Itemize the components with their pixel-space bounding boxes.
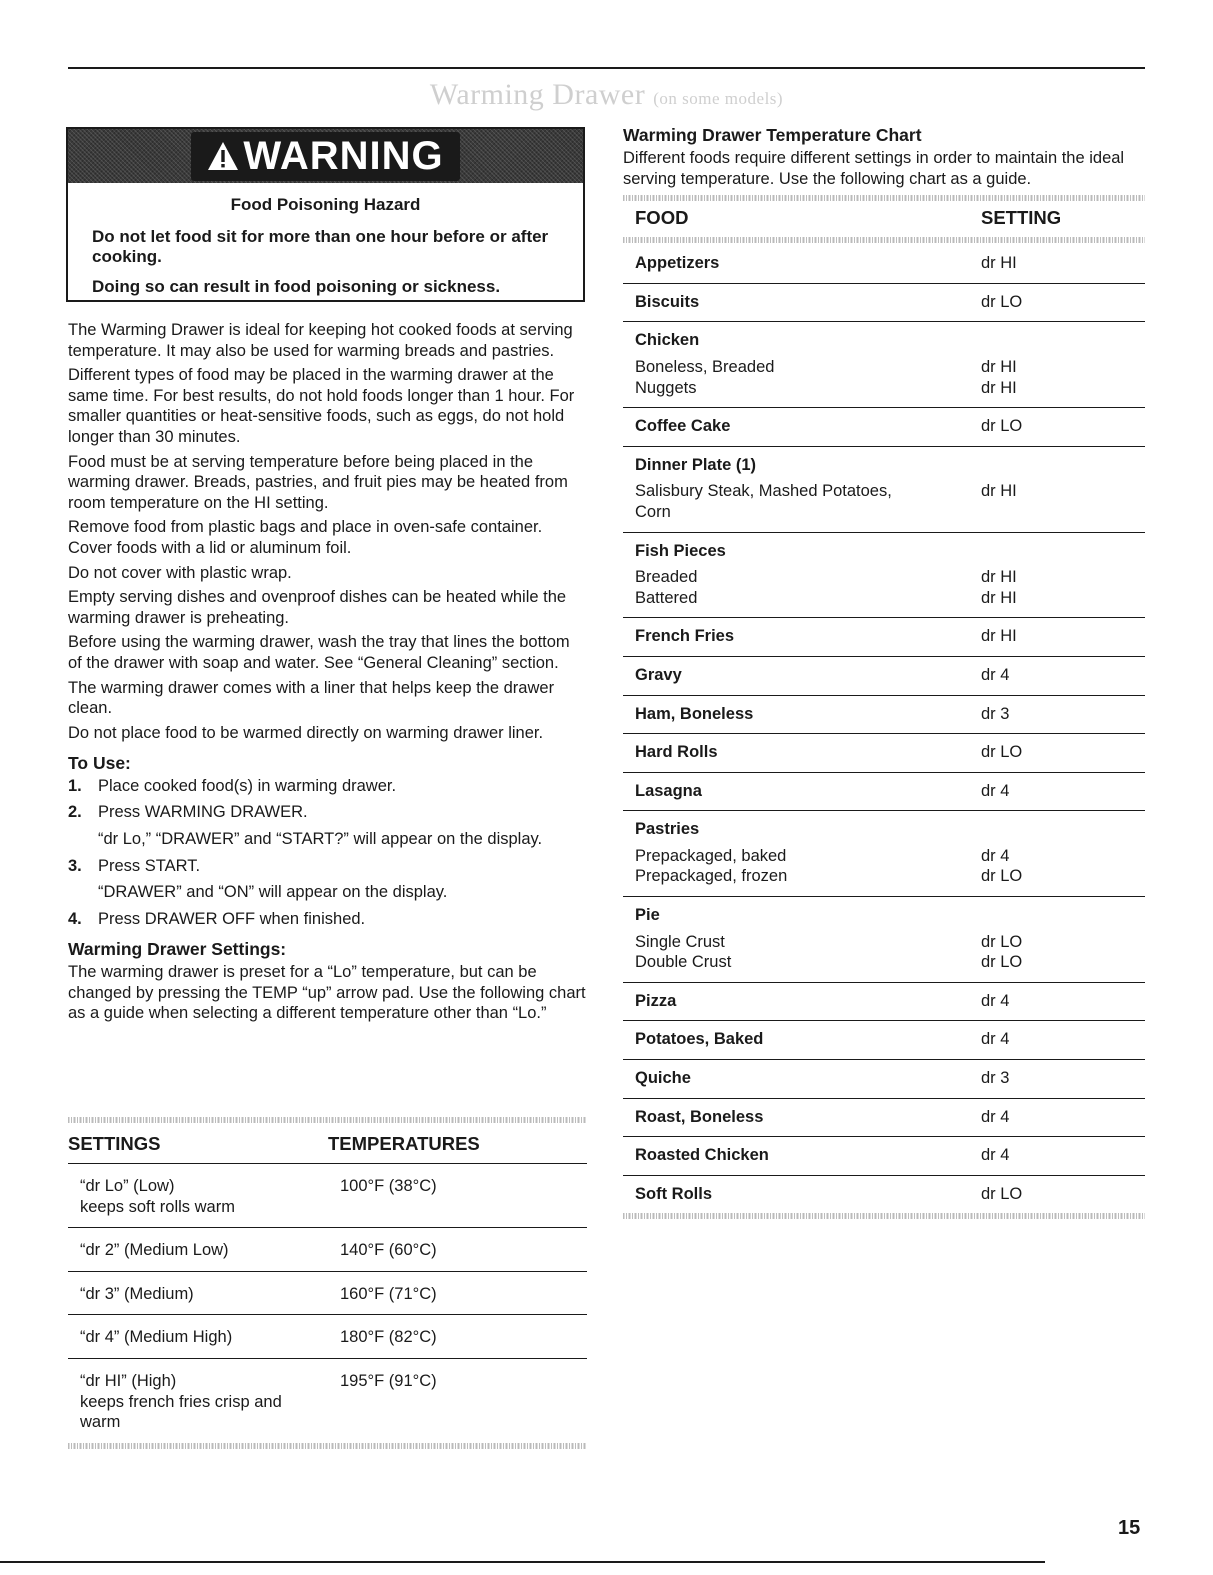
setting-note: keeps soft rolls warm: [80, 1197, 235, 1216]
chart-intro: Different foods require different settings in order to maintain the ideal serving temperature. Use the following chart as a guide.: [623, 149, 1125, 188]
food-name: Pastries: [635, 820, 700, 839]
food-setting: dr HI: [981, 627, 1017, 646]
step-item: [68, 909, 588, 930]
page-title-subtitle: (on some models): [653, 89, 784, 108]
setting-name: “dr 2” (Medium Low): [80, 1241, 229, 1260]
warning-line-1: Do not let food sit for more than one hour before or after cooking.: [92, 227, 549, 266]
subitem-name: Battered: [635, 588, 698, 607]
food-name: Lasagna: [635, 781, 702, 800]
warning-hazard: Food Poisoning Hazard: [230, 195, 421, 214]
step-item: [68, 776, 588, 797]
body-paragraph: Empty serving dishes and ovenproof dishes can be heated while the warming drawer is preheating.: [68, 588, 567, 627]
food-line: [635, 541, 1145, 562]
setting-column-header: SETTING: [981, 207, 1062, 229]
table-row: [68, 1358, 587, 1443]
table-row: [623, 1136, 1145, 1175]
food-name: Coffee Cake: [635, 417, 731, 436]
step-text: Press DRAWER OFF when finished.: [98, 909, 366, 928]
setting-name: “dr Lo” (Low): [80, 1177, 175, 1195]
food-name: Chicken: [635, 331, 700, 350]
step-text-wrap: [98, 776, 396, 797]
subitem-name: Corn: [635, 502, 671, 521]
food-name: Gravy: [635, 665, 682, 684]
food-name: Roast, Boneless: [635, 1107, 764, 1126]
table-row: [623, 982, 1145, 1021]
step-text-wrap: [98, 802, 542, 849]
setting-note: keeps french fries crisp and warm: [80, 1392, 282, 1432]
step-text: Press WARMING DRAWER.: [98, 803, 308, 822]
table-row: [623, 810, 1145, 896]
warning-line-2: Doing so can result in food poisoning or sickness.: [92, 277, 501, 296]
body-paragraph: Remove food from plastic bags and place in oven-safe container. Cover foods with a lid or aluminum foil.: [68, 518, 543, 557]
temperature-cell: 195°F (91°C): [340, 1371, 437, 1390]
table-row: [623, 1175, 1145, 1214]
setting-cell: [80, 1371, 320, 1433]
temperature-cell: 100°F (38°C): [340, 1177, 437, 1195]
to-use-steps: [68, 776, 588, 930]
table-row: [623, 733, 1145, 772]
warning-label: [191, 132, 459, 181]
settings-heading: Warming Drawer Settings:: [68, 939, 287, 960]
table-row: [623, 1059, 1145, 1098]
food-line: [635, 626, 1145, 647]
body-paragraph: Different types of food may be placed in the warming drawer at the same time. For best results, do not hold foods longer than 1 hour. For smaller quantities or heat-sensitive foods, such as eggs, do not hold longer than 30 minutes.: [68, 366, 575, 446]
left-column: [68, 320, 588, 1028]
setting-cell: [80, 1176, 340, 1217]
table-row: [623, 656, 1145, 695]
food-name: Soft Rolls: [635, 1184, 712, 1203]
setting-name: “dr 3” (Medium): [80, 1284, 194, 1303]
food-line: [635, 330, 1145, 351]
food-column-header: FOOD: [635, 207, 689, 229]
subitem-setting: dr 4: [981, 846, 1010, 865]
table-row: [68, 1227, 587, 1271]
food-name: Ham, Boneless: [635, 704, 754, 723]
food-line: [635, 1029, 1145, 1050]
setting-name: “dr HI” (High): [80, 1371, 177, 1390]
food-subitem: [635, 378, 1145, 399]
subitem-name: Prepackaged, baked: [635, 846, 787, 865]
subitem-name: Double Crust: [635, 953, 732, 972]
settings-table-header: [68, 1123, 587, 1163]
food-line: [635, 742, 1145, 763]
subitem-name: Prepackaged, frozen: [635, 867, 788, 886]
food-name: Potatoes, Baked: [635, 1030, 764, 1049]
step-item: [68, 802, 588, 849]
food-line: [635, 1107, 1145, 1128]
food-line: [635, 1145, 1145, 1166]
food-name: Pizza: [635, 991, 677, 1010]
body-paragraph: Before using the warming drawer, wash the tray that lines the bottom of the drawer with soap and water. See “General Cleaning” section.: [68, 633, 570, 672]
food-line: [635, 1184, 1145, 1205]
food-setting: dr HI: [981, 254, 1017, 273]
table-row: [623, 896, 1145, 982]
food-setting: dr 4: [981, 781, 1010, 800]
food-subitem: [635, 866, 1145, 887]
subitem-name: Nuggets: [635, 378, 697, 397]
step-subtext: “DRAWER” and “ON” will appear on the display.: [98, 883, 448, 902]
food-subitem: [635, 588, 1145, 609]
subitem-setting: dr LO: [981, 867, 1023, 886]
subitem-setting: dr HI: [981, 378, 1017, 397]
table-row: [68, 1271, 587, 1315]
food-subitem: [635, 932, 1145, 953]
body-paragraph: Do not place food to be warmed directly on warming drawer liner.: [68, 723, 544, 742]
food-line: [635, 292, 1145, 313]
page-number: 15: [1118, 1517, 1141, 1539]
right-column: [623, 125, 1145, 1219]
food-setting: dr 4: [981, 991, 1010, 1010]
chart-bottom-rule: [623, 1213, 1145, 1219]
temperature-cell: 140°F (60°C): [340, 1241, 437, 1260]
subitem-setting: dr HI: [981, 482, 1017, 501]
food-setting: dr LO: [981, 292, 1023, 311]
food-subitem: [635, 502, 1145, 523]
food-subitem: [635, 481, 1145, 502]
food-subitem: [635, 357, 1145, 378]
food-name: Pie: [635, 906, 660, 925]
table-row: [623, 1098, 1145, 1137]
step-number: 4.: [68, 909, 82, 928]
food-setting: dr LO: [981, 743, 1023, 762]
table-row: [623, 243, 1145, 283]
body-paragraph: The warming drawer comes with a liner that helps keep the drawer clean.: [68, 678, 555, 718]
step-number: 1.: [68, 776, 82, 795]
food-line: [635, 1068, 1145, 1089]
step-text: Press START.: [98, 856, 201, 875]
table-bottom-rule: [68, 1443, 587, 1449]
subitem-setting: dr HI: [981, 568, 1017, 587]
table-row: [623, 617, 1145, 656]
warning-box: [66, 127, 585, 302]
food-table-header: [623, 201, 1145, 237]
food-line: [635, 991, 1145, 1012]
food-line: [635, 819, 1145, 840]
subitem-name: Salisbury Steak, Mashed Potatoes,: [635, 482, 892, 501]
food-setting: dr LO: [981, 1184, 1023, 1203]
body-paragraph: The Warming Drawer is ideal for keeping hot cooked foods at serving temperature. It may also be used for warming breads and pastries.: [68, 321, 573, 360]
table-row: [68, 1314, 587, 1358]
step-text: Place cooked food(s) in warming drawer.: [98, 776, 397, 795]
food-setting: dr 4: [981, 665, 1010, 684]
food-line: [635, 416, 1145, 437]
food-name: French Fries: [635, 627, 735, 646]
food-setting: dr 4: [981, 1146, 1010, 1165]
food-line: [635, 455, 1145, 476]
temperature-cell: 180°F (82°C): [340, 1328, 437, 1347]
table-row: [623, 695, 1145, 734]
food-subitem: [635, 952, 1145, 973]
subitem-setting: dr HI: [981, 588, 1017, 607]
body-paragraph: Do not cover with plastic wrap.: [68, 563, 292, 582]
food-name: Hard Rolls: [635, 743, 718, 762]
step-subtext: “dr Lo,” “DRAWER” and “START?” will appear on the display.: [98, 830, 543, 849]
step-text-wrap: [98, 909, 365, 930]
table-row: [623, 446, 1145, 532]
table-row: [623, 1020, 1145, 1059]
subitem-name: Single Crust: [635, 932, 725, 951]
step-item: [68, 856, 588, 903]
food-name: Dinner Plate (1): [635, 455, 757, 474]
subitem-setting: dr HI: [981, 357, 1017, 376]
food-line: [635, 781, 1145, 802]
food-name: Biscuits: [635, 292, 700, 311]
food-setting: dr 4: [981, 1030, 1010, 1049]
table-row: [623, 772, 1145, 811]
warning-triangle-icon: [207, 141, 239, 171]
food-table-body: [623, 243, 1145, 1213]
subitem-setting: dr LO: [981, 932, 1023, 951]
temperatures-column-header: TEMPERATURES: [328, 1133, 480, 1154]
food-setting: dr LO: [981, 417, 1023, 436]
food-line: [635, 704, 1145, 725]
food-name: Fish Pieces: [635, 541, 726, 560]
subitem-name: Breaded: [635, 568, 698, 587]
food-line: [635, 253, 1145, 274]
food-setting: dr 4: [981, 1107, 1010, 1126]
table-row: [623, 283, 1145, 322]
body-paragraph: Food must be at serving temperature before being placed in the warming drawer. Breads, pastries, and fruit pies may be heated from room temperature on the HI setting.: [68, 452, 568, 512]
subitem-setting: dr LO: [981, 953, 1023, 972]
page-title: [0, 78, 1213, 112]
subitem-name: Boneless, Breaded: [635, 357, 775, 376]
food-line: [635, 665, 1145, 686]
top-rule: [68, 67, 1145, 69]
settings-intro: The warming drawer is preset for a “Lo” temperature, but can be changed by pressing the TEMP “up” arrow pad. Use the following chart as a guide when selecting a different temperature other than “Lo.”: [68, 963, 586, 1023]
table-row: [623, 321, 1145, 407]
table-row: [68, 1163, 587, 1227]
food-line: [635, 905, 1145, 926]
step-number: 2.: [68, 803, 82, 822]
warning-text: WARNING: [243, 133, 444, 178]
food-setting: dr 3: [981, 704, 1010, 723]
food-name: Appetizers: [635, 254, 720, 273]
step-text-wrap: [98, 856, 447, 903]
bottom-rule: [0, 1561, 1045, 1563]
table-row: [623, 407, 1145, 446]
chart-heading: Warming Drawer Temperature Chart: [623, 125, 922, 145]
setting-name: “dr 4” (Medium High): [80, 1328, 233, 1347]
food-subitem: [635, 567, 1145, 588]
settings-column-header: SETTINGS: [68, 1133, 161, 1154]
settings-table: [68, 1117, 587, 1449]
temperature-cell: 160°F (71°C): [340, 1284, 437, 1303]
to-use-heading: To Use:: [68, 753, 131, 774]
food-name: Quiche: [635, 1069, 691, 1088]
table-row: [623, 532, 1145, 618]
food-name: Roasted Chicken: [635, 1146, 769, 1165]
food-setting: dr 3: [981, 1069, 1010, 1088]
step-number: 3.: [68, 856, 82, 875]
warning-banner: [68, 129, 583, 183]
page-title-text: Warming Drawer: [429, 78, 646, 111]
food-subitem: [635, 846, 1145, 867]
